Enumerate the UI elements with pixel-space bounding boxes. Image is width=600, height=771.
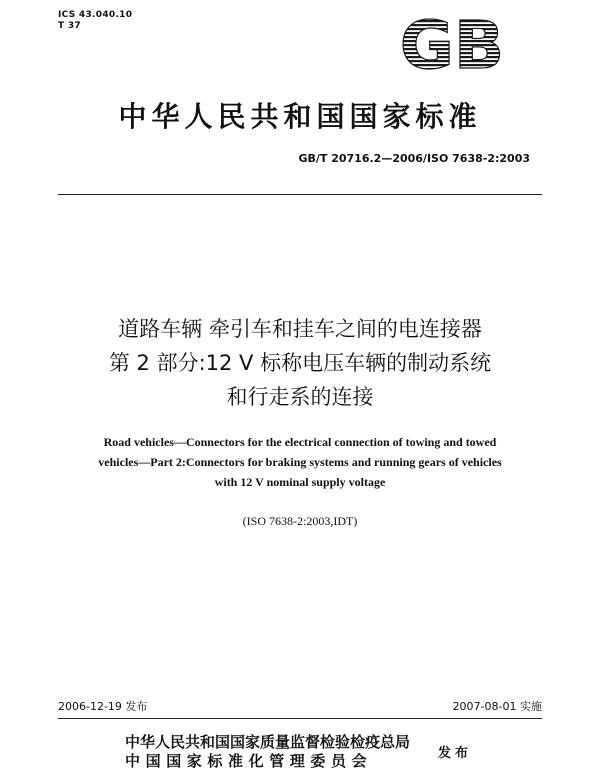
english-title-line-1: Road vehicles—Connectors for the electrical connection of towing and towed <box>103 435 497 449</box>
category-code: T 37 <box>58 21 81 31</box>
english-title-line-3: with 12 V nominal supply voltage <box>214 475 386 489</box>
english-title <box>0 432 600 492</box>
issuing-authorities <box>125 733 410 771</box>
implementation-date: 2007-08-01 实施 <box>452 700 542 713</box>
chinese-title-line-1: 道路车辆 牵引车和挂车之间的电连接器 <box>118 317 482 341</box>
classification-codes <box>58 10 132 32</box>
issue-label: 发布 <box>438 746 473 761</box>
footer-divider <box>58 718 542 719</box>
chinese-title <box>0 312 600 414</box>
issuer-aqsiq: 中华人民共和国国家质量监督检验检疫总局 <box>125 733 411 751</box>
gb-logo <box>392 8 512 78</box>
publication-date: 2006-12-19 发布 <box>58 700 148 713</box>
iso-equivalence: (ISO 7638-2:2003,IDT) <box>242 514 358 528</box>
header-divider <box>58 194 542 195</box>
gb-logo-text: GB <box>399 8 505 78</box>
national-standard-title: 中华人民共和国国家标准 <box>118 100 482 133</box>
english-title-line-2: vehicles—Part 2:Connectors for braking systems and running gears of vehicles <box>98 455 502 469</box>
ics-code: ICS 43.040.10 <box>58 10 133 20</box>
standard-number: GB/T 20716.2—2006/ISO 7638-2:2003 <box>298 152 530 165</box>
chinese-title-line-2: 第 2 部分:12 V 标称电压车辆的制动系统 <box>108 351 492 375</box>
issuer-sac: 中国国家标准化管理委员会 <box>125 752 373 770</box>
chinese-title-line-3: 和行走系的连接 <box>226 385 374 409</box>
